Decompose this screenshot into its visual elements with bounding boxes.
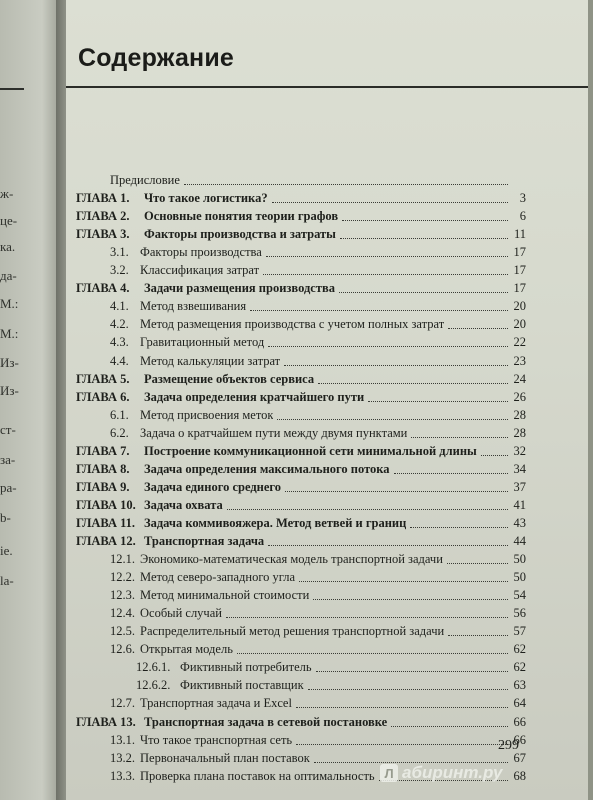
toc-dot-leader: [296, 706, 508, 708]
toc-dot-leader: [394, 472, 508, 474]
toc-entry-page: 28: [513, 425, 526, 440]
toc-entry-page: 17: [513, 263, 526, 278]
toc-entry-page: 20: [513, 317, 526, 332]
toc-entry-title: Построение коммуникационной сети минимальной длины: [144, 443, 477, 458]
left-page-fragment: це-: [0, 213, 18, 228]
toc-entry-page: 63: [513, 678, 526, 693]
toc-entry-title: Гравитационный метод: [140, 335, 265, 350]
toc-entry-number: 4.4.: [110, 353, 129, 368]
toc-entry-text: [110, 335, 264, 350]
toc-entry-number: 6.1.: [110, 407, 129, 422]
toc-entry-title: Открытая модель: [140, 642, 233, 657]
toc-entry-text: [76, 390, 364, 405]
toc-entry-title: Метод присвоения меток: [140, 407, 274, 422]
toc-entry-text: [110, 317, 444, 332]
toc-entry-page: 68: [513, 768, 526, 783]
toc-entry-number: ГЛАВА 9.: [76, 479, 130, 494]
toc-entry-page: 62: [513, 642, 526, 657]
left-page-fragment: за-: [0, 452, 16, 467]
toc-entry-number: ГЛАВА 2.: [76, 209, 130, 224]
left-page-fragment: la-: [0, 573, 14, 588]
toc-dot-leader: [481, 454, 508, 456]
toc-dot-leader: [368, 400, 508, 402]
toc-entry-text: [110, 696, 292, 711]
toc-section-row: [110, 334, 526, 350]
toc-entry-title: Что такое логистика?: [144, 191, 268, 206]
toc-entry-number: ГЛАВА 10.: [76, 497, 136, 512]
toc-section-row: [110, 732, 526, 748]
watermark-text: абиринт.ру: [402, 763, 503, 782]
toc-section-row: [136, 677, 526, 693]
toc-entry-page: 62: [513, 660, 526, 675]
toc-dot-leader: [340, 237, 508, 239]
toc-entry-title: Основные понятия теории графов: [144, 209, 339, 224]
toc-entry-page: 22: [513, 335, 526, 350]
toc-entry-number: 12.2.: [110, 570, 135, 585]
toc-chapter-row: [76, 389, 526, 405]
left-page-fragment: ст-: [0, 422, 16, 437]
toc-entry-number: 13.2.: [110, 750, 135, 765]
toc-dot-leader: [285, 490, 508, 492]
toc-page: [66, 0, 588, 800]
toc-entry-title: Метод минимальной стоимости: [140, 588, 310, 603]
toc-entry-number: 3.1.: [110, 245, 129, 260]
toc-entry-text: [110, 299, 246, 314]
toc-entry-title: Метод калькуляции затрат: [140, 353, 281, 368]
toc-section-row: [110, 425, 526, 441]
left-page-fragment: Из-: [0, 383, 19, 398]
left-page-fragment: Из-: [0, 355, 19, 370]
toc-entry-page: 66: [513, 732, 526, 747]
toc-entry-title: Фиктивный поставщик: [180, 678, 304, 693]
toc-dot-leader: [342, 219, 508, 221]
toc-section-row: [110, 605, 526, 621]
toc-entry-text: [76, 516, 406, 531]
toc-section-row: [110, 262, 526, 278]
toc-entry-text: [110, 552, 443, 567]
labirint-logo-icon: Л: [380, 764, 398, 782]
toc-entry-text: [136, 678, 304, 693]
toc-entry-number: 12.6.: [110, 642, 135, 657]
toc-entry-page: 23: [513, 353, 526, 368]
toc-entry-text: [76, 534, 264, 549]
toc-entry-title: Задача о кратчайшем пути между двумя пунктами: [140, 425, 408, 440]
toc-entry-number: 4.2.: [110, 317, 129, 332]
toc-entry-number: ГЛАВА 12.: [76, 534, 136, 548]
toc-entry-text: [76, 227, 336, 242]
toc-section-row: [136, 659, 526, 675]
toc-entry-title: Задача коммивояжера. Метод ветвей и границ: [144, 515, 407, 530]
toc-section-row: [110, 623, 526, 639]
toc-entry-text: [110, 624, 444, 639]
toc-entry-text: [110, 751, 310, 766]
left-page-fragment: M.:: [0, 326, 19, 341]
toc-section-row: [110, 316, 526, 332]
toc-entry-title: Что такое транспортная сеть: [140, 732, 293, 747]
toc-section-row: [110, 244, 526, 260]
toc-entry-number: 12.7.: [110, 696, 135, 711]
toc-chapter-row: [76, 443, 526, 459]
toc-entry-number: 12.6.1.: [136, 660, 171, 675]
toc-entry-page: 17: [513, 245, 526, 260]
left-page-rule: [0, 88, 24, 90]
toc-entry-text: [76, 715, 387, 730]
toc-entry-text: [110, 173, 180, 188]
toc-dot-leader: [339, 291, 508, 293]
toc-entry-text: [110, 570, 295, 585]
toc-dot-leader: [308, 688, 508, 690]
page-title: Содержание: [78, 44, 235, 72]
toc-entry-title: Метод северо-западного угла: [140, 570, 296, 585]
toc-entry-page: 66: [513, 714, 526, 729]
toc-entry-page: 43: [513, 515, 526, 530]
toc-entry-text: [76, 372, 314, 387]
toc-entry-number: 12.1.: [110, 552, 135, 567]
toc-entry-page: 17: [513, 281, 526, 296]
toc-entry-title: Задача охвата: [144, 497, 223, 512]
toc-chapter-row: [76, 190, 526, 206]
toc-entry-text: [136, 660, 312, 675]
toc-dot-leader: [226, 616, 508, 618]
left-page-fragment: M.:: [0, 296, 19, 311]
toc-section-row: [110, 298, 526, 314]
left-page-fragment: b-: [0, 510, 11, 525]
toc-entry-title: Экономико-математическая модель транспортной задачи: [140, 552, 443, 567]
toc-dot-leader: [227, 508, 508, 510]
toc-entry-title: Первоначальный план поставок: [140, 750, 310, 765]
toc-entry-text: [110, 733, 292, 748]
toc-entry-page: 26: [513, 389, 526, 404]
toc-dot-leader: [448, 634, 508, 636]
toc-entry-text: [76, 480, 281, 495]
toc-entry-page: 41: [513, 497, 526, 512]
toc-entry-page: 24: [513, 371, 526, 386]
toc-entry-text: [76, 462, 390, 477]
left-page-fragment: ка.: [0, 239, 16, 254]
toc-entry-text: [110, 263, 259, 278]
toc-entry-text: [76, 209, 338, 224]
toc-entry-title: Фиктивный потребитель: [180, 660, 312, 675]
toc-dot-leader: [277, 418, 508, 420]
toc-entry-number: ГЛАВА 13.: [76, 714, 136, 729]
toc-entry-page: 64: [513, 696, 526, 711]
toc-entry-page: 20: [513, 299, 526, 314]
toc-entry-title: Задача определения максимального потока: [144, 461, 390, 476]
toc-chapter-row: [76, 208, 526, 224]
toc-entry-number: 3.2.: [110, 263, 129, 278]
toc-dot-leader: [284, 364, 508, 366]
left-page: [0, 0, 60, 800]
toc-dot-leader: [272, 201, 508, 203]
toc-dot-leader: [266, 255, 508, 257]
toc-dot-leader: [448, 327, 508, 329]
toc-dot-leader: [391, 725, 508, 727]
toc-entry-number: 12.5.: [110, 624, 135, 639]
toc-entry-title: Проверка плана поставок на оптимальность: [140, 768, 375, 783]
toc-section-row: [110, 172, 526, 188]
toc-chapter-row: [76, 714, 526, 730]
toc-entry-number: ГЛАВА 5.: [76, 371, 130, 386]
toc-entry-page: 28: [513, 407, 526, 422]
toc-chapter-row: [76, 533, 526, 549]
toc-entry-number: 4.3.: [110, 335, 129, 350]
toc-entry-page: 11: [513, 227, 526, 242]
toc-entry-page: 50: [513, 570, 526, 585]
toc-entry-number: 13.1.: [110, 732, 135, 747]
toc-entry-page: 6: [519, 209, 526, 224]
toc-entry-text: [110, 426, 407, 441]
left-page-fragment: ж-: [0, 186, 14, 201]
toc-section-row: [110, 569, 526, 585]
toc-entry-number: ГЛАВА 11.: [76, 515, 136, 530]
toc-entry-page: 34: [513, 461, 526, 476]
toc-entry-number: 6.2.: [110, 425, 129, 440]
toc-entry-title: Задача единого среднего: [144, 479, 282, 494]
toc-entry-number: ГЛАВА 3.: [76, 227, 130, 242]
toc-entry-title: Транспортная задача в сетевой постановке: [144, 714, 388, 729]
toc-dot-leader: [299, 580, 508, 582]
toc-entry-text: [76, 444, 477, 459]
page-number: 299: [498, 738, 519, 753]
toc-dot-leader: [313, 598, 508, 600]
toc-entry-number: 13.3.: [110, 768, 135, 783]
toc-entry-title: Предисловие: [110, 173, 180, 187]
toc-chapter-row: [76, 461, 526, 477]
toc-dot-leader: [410, 526, 508, 528]
toc-dot-leader: [263, 273, 508, 275]
title-rule: [66, 86, 588, 88]
toc-entry-title: Факторы производства и затраты: [144, 227, 336, 242]
toc-entry-page: 54: [513, 588, 526, 603]
left-page-fragment: ie.: [0, 543, 13, 558]
toc-entry-title: Метод размещения производства с учетом полных затрат: [140, 317, 445, 332]
toc-chapter-row: [76, 226, 526, 242]
toc-chapter-row: [76, 371, 526, 387]
toc-dot-leader: [447, 562, 508, 564]
toc-entry-title: Размещение объектов сервиса: [144, 371, 315, 386]
toc-entry-title: Факторы производства: [140, 245, 262, 260]
left-page-fragment: да-: [0, 268, 17, 283]
toc-section-row: [110, 641, 526, 657]
toc-section-row: [110, 695, 526, 711]
toc-entry-number: ГЛАВА 7.: [76, 443, 130, 458]
toc-section-row: [110, 353, 526, 369]
toc-dot-leader: [316, 670, 508, 672]
toc-entry-number: ГЛАВА 8.: [76, 461, 130, 476]
toc-entry-title: Особый случай: [140, 606, 222, 621]
toc-chapter-row: [76, 479, 526, 495]
toc-entry-page: 32: [513, 443, 526, 458]
toc-entry-page: 67: [513, 750, 526, 765]
toc-entry-page: 37: [513, 479, 526, 494]
toc-section-row: [110, 407, 526, 423]
toc-dot-leader: [237, 652, 508, 654]
toc-entry-number: ГЛАВА 6.: [76, 389, 130, 404]
toc-entry-text: [110, 606, 222, 621]
watermark: [380, 763, 502, 783]
toc-entry-number: 12.4.: [110, 606, 135, 621]
toc-section-row: [110, 551, 526, 567]
toc-entry-text: [76, 191, 268, 206]
toc-entry-title: Транспортная задача и Excel: [140, 696, 292, 711]
toc-entry-number: 12.3.: [110, 588, 135, 603]
toc-dot-leader: [184, 183, 508, 185]
toc-dot-leader: [318, 382, 508, 384]
toc-dot-leader: [268, 345, 508, 347]
toc-entry-text: [76, 281, 335, 296]
toc-entry-number: ГЛАВА 4.: [76, 281, 130, 296]
toc-entry-number: 4.1.: [110, 299, 129, 314]
toc-entry-text: [110, 245, 262, 260]
toc-entry-title: Транспортная задача: [144, 534, 265, 548]
toc-entry-page: 3: [519, 191, 526, 206]
toc-entry-text: [76, 498, 223, 513]
toc-entry-text: [110, 642, 233, 657]
toc-entry-text: [110, 588, 309, 603]
toc-dot-leader: [250, 309, 508, 311]
toc-entry-title: Задача определения кратчайшего пути: [144, 389, 365, 404]
toc-entry-number: 12.6.2.: [136, 678, 171, 693]
toc-entry-title: Метод взвешивания: [140, 299, 247, 314]
toc-entry-number: ГЛАВА 1.: [76, 191, 130, 206]
toc-entry-page: 44: [513, 534, 526, 548]
toc-chapter-row: [76, 515, 526, 531]
toc-dot-leader: [411, 436, 508, 438]
toc-entry-text: [110, 408, 273, 423]
toc-entry-text: [110, 769, 375, 784]
toc-entry-page: 57: [513, 624, 526, 639]
toc-dot-leader: [268, 544, 508, 546]
toc-dot-leader: [296, 743, 508, 745]
toc-entry-text: [110, 354, 280, 369]
toc-chapter-row: [76, 497, 526, 513]
toc-entry-title: Классификация затрат: [140, 263, 260, 278]
toc-section-row: [110, 587, 526, 603]
toc-chapter-row: [76, 280, 526, 296]
toc-entry-title: Распределительный метод решения транспортной задачи: [140, 624, 445, 639]
toc-entry-page: 50: [513, 552, 526, 567]
left-page-fragment: ра-: [0, 480, 17, 495]
toc-entry-title: Задачи размещения производства: [144, 281, 335, 296]
toc-entry-page: 56: [513, 606, 526, 621]
